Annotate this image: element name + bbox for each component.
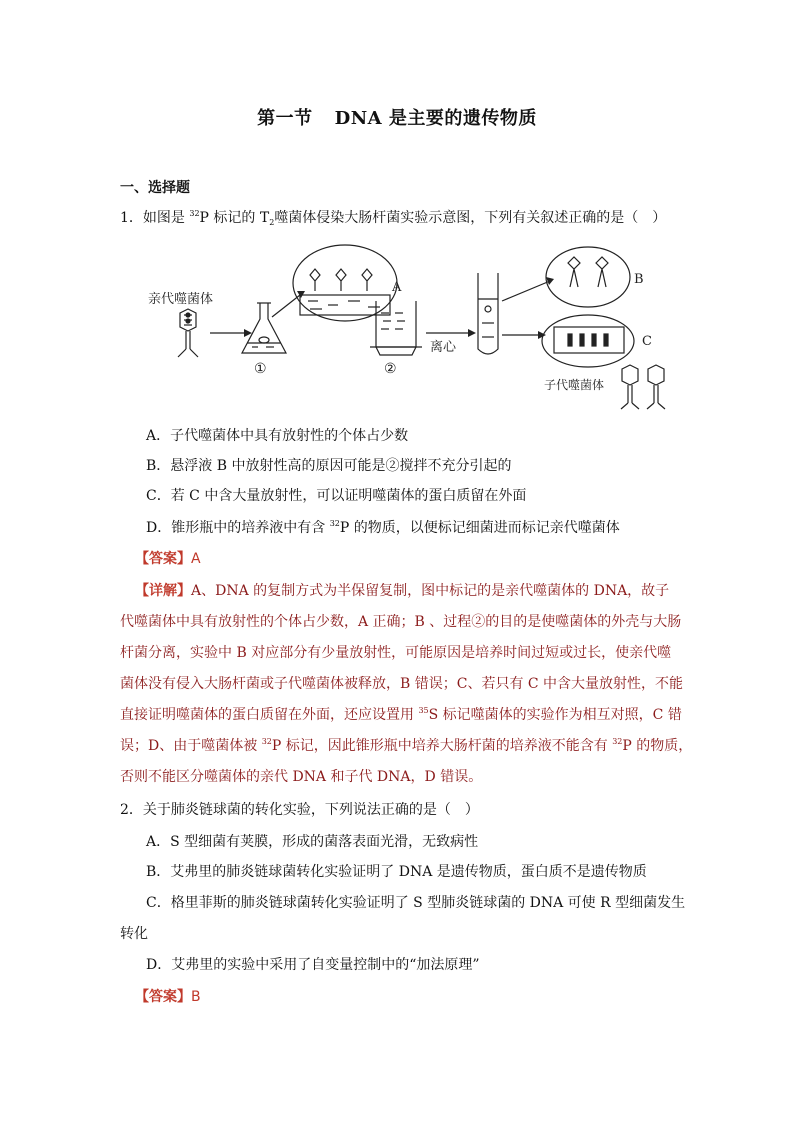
q1-detail-line-6: 误；D、由于噬菌体被 $^{32}$P 标记，因此锥形瓶中培养大肠杆菌的培养液不能含有 $^{32}$P 的物质， — [120, 737, 693, 754]
q2-stem: 2．关于肺炎链球菌的转化实验，下列说法正确的是（ ） — [120, 802, 479, 818]
step1-label: ① — [254, 361, 267, 377]
q1-answer: 【答案】A — [135, 551, 201, 567]
q1-detail-line-2: 代噬菌体中具有放射性的个体占少数，A 正确；B 、过程②的目的是使噬菌体的外壳与大肠 — [120, 614, 682, 630]
q1-option-a: A．子代噬菌体中具有放射性的个体占少数 — [146, 428, 409, 444]
phage-experiment-diagram — [140, 243, 670, 413]
letter-c: C — [642, 334, 652, 349]
beaker-icon — [370, 301, 422, 355]
page-title — [0, 104, 794, 130]
centrifuge-label: 离心 — [430, 340, 457, 355]
child-phage-label: 子代噬菌体 — [544, 378, 605, 392]
pellet-c-icon — [542, 315, 634, 367]
q2-option-a: A．S 型细菌有荚膜，形成的菌落表面光滑，无致病性 — [146, 834, 479, 850]
q2-option-b: B．艾弗里的肺炎链球菌转化实验证明了 DNA 是遗传物质，蛋白质不是遗传物质 — [146, 864, 647, 880]
q1-option-c: C．若 C 中含大量放射性，可以证明噬菌体的蛋白质留在外面 — [146, 488, 527, 504]
parent-phage-label: 亲代噬菌体 — [148, 292, 214, 307]
q1-detail-line-7: 否则不能区分噬菌体的亲代 DNA 和子代 DNA，D 错误。 — [120, 769, 483, 785]
step2-label: ② — [384, 361, 397, 377]
q1-detail-line-4: 菌体没有侵入大肠杆菌或子代噬菌体被释放，B 错误；C、若只有 C 中含大量放射性，不能 — [120, 676, 684, 692]
supernatant-b-icon — [546, 247, 630, 307]
letter-a: A — [392, 280, 402, 295]
q2-option-c-line1: C．格里菲斯的肺炎链球菌转化实验证明了 S 型肺炎链球菌的 DNA 可使 R 型细菌发生 — [146, 895, 686, 911]
section-heading: 一、选择题 — [120, 180, 190, 196]
q1-option-d: D．锥形瓶中的培养液中有含 $^{32}$P 的物质，以便标记细菌进而标记亲代噬菌体 — [146, 519, 620, 536]
q1-detail-line-3: 杆菌分离，实验中 B 对应部分有少量放射性，可能原因是培养时间过短或过长，使亲代噬 — [120, 645, 672, 661]
q2-option-d: D．艾弗里的实验中采用了自变量控制中的“加法原理” — [146, 957, 480, 973]
q1-stem: 1．如图是 $^{32}$P 标记的 $T_2$噬菌体侵染大肠杆菌实验示意图，下列有关叙述正确的是（ ） — [120, 209, 667, 227]
child-phage-icon — [621, 365, 665, 409]
q2-answer: 【答案】B — [135, 989, 201, 1005]
title-part2: DNA 是主要的遗传物质 — [334, 108, 537, 129]
parent-phage-icon — [178, 309, 198, 357]
test-tube-icon — [478, 273, 498, 354]
q1-detail-line-5: 直接证明噬菌体的蛋白质留在外面，还应设置用 $^{35}$S 标记噬菌体的实验作为相互对照，C 错 — [120, 706, 682, 723]
infection-magnified-icon — [293, 245, 397, 321]
q1-detail-line-1: 【详解】A、DNA 的复制方式为半保留复制，图中标记的是亲代噬菌体的 DNA，故子 — [135, 583, 670, 599]
letter-b: B — [634, 272, 644, 287]
q2-option-c-line2: 转化 — [120, 926, 148, 942]
title-part1: 第一节 — [257, 108, 313, 129]
q1-option-b: B．悬浮液 B 中放射性高的原因可能是②搅拌不充分引起的 — [146, 458, 512, 474]
